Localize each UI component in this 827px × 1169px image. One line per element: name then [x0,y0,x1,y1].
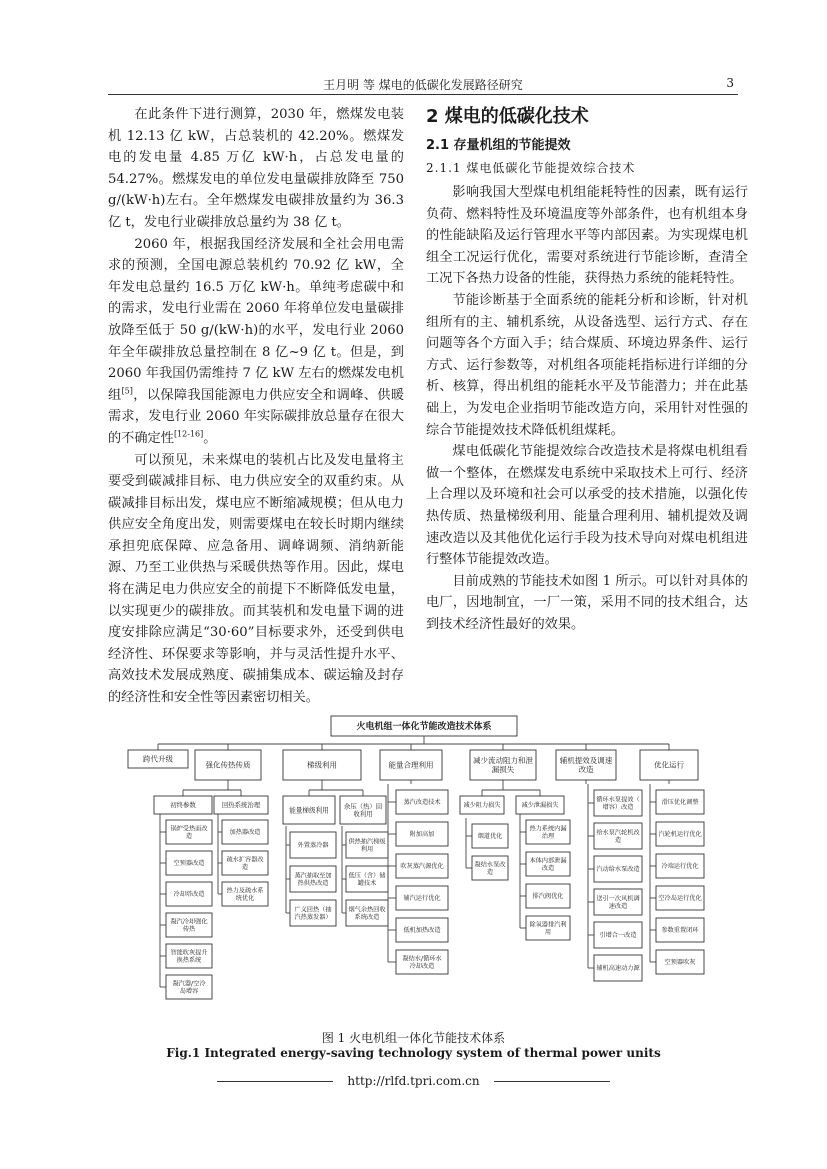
node-label: 减少流动阻力和泄 [473,756,533,766]
page-footer [0,1074,827,1088]
node-label: 余压（热）回 [343,802,383,811]
node-label: 换热系统 [176,957,202,965]
node-label: 回热系统治理 [221,801,261,810]
node-label: 改造 [541,865,555,873]
section-heading: 2 煤电的低碳化技术 [426,106,589,127]
node-label: 附加高加 [409,831,435,839]
node-label: 循环水泵提效（ [596,796,640,804]
node-label: 能量合理利用 [388,760,434,770]
node-label: 凝汽冷却强化 [170,918,208,926]
footer-rule-left [217,1081,333,1082]
left-paragraph-3: 可以预见，未来煤电的装机占比及发电量将主要受到碳减排目标、电力供应安全的双重约束。从碳减排目标出发，煤电应不断缩减规模；但从电力供应安全角度出发，则需要煤电在较长时期内继续承担兜底保障、应急备用、调峰调频、消纳新能源、乃至工业供热与采暖供热等作用。因此，煤电将在满足电力供应安全的前提下不断降低发电量，以实现更少的碳排放。而其装机和发电量下调的进度安排除应满足“30·60”目标要求外，还受到供电经济性、环保要求等影响，并与灵活性提升水平、高效技术发展成熟度、碳捕集成本、碳运输及封存的经济性和安全性等因素密切相关。 [108,452,404,706]
node-label: 冷却塔改造 [173,891,205,899]
node-label: 减少阻力损失 [463,802,501,810]
node-label: 空预器改造 [173,860,205,868]
tree-diagram [118,706,730,1022]
node-label: 冷端运行优化 [661,863,699,871]
node-label: 热力及疏水系 [226,887,264,895]
node-label: 空冷岛运行优化 [658,895,702,903]
node-label: 吹灰蒸汽源优化 [400,863,444,871]
node-label: 辅汽运行优化 [403,895,441,903]
node-label: 火电机组一体化节能改造技术体系 [356,722,492,733]
running-title: 王月明 等 煤电的低碳化发展路径研究 [323,78,523,92]
right-paragraph-4: 目前成熟的节能技术如图 1 所示。可以针对具体的电厂，因地制宜，一厂一策，采用不同的技术组合，达到技术经济性最好的效果。 [426,573,748,632]
node-label: 本体内部泄漏 [529,857,567,865]
right-paragraph-1: 影响我国大型煤电机组能耗特性的因素，既有运行负荷、燃料特性及环境温度等外部条件，也有机组本身的性能缺陷及运行管理水平等内部因素。为实现煤电机组全工况运行优化，需要对系统进行节能诊断，查清全工况下各热力设备的性能，获得热力系统的能耗特性。 [426,185,748,287]
node-label: 改造 [578,765,594,775]
subsubsection-heading: 2.1.1 煤电低碳化节能提效综合技术 [426,161,636,175]
node-label: 造 [185,833,193,841]
figure-caption-zh: 图 1 火电机组一体化节能技术体系 [321,1031,506,1045]
node-label: 速改造 [608,903,628,911]
node-label: 冷却改造 [409,963,435,971]
node-label: 传热 [182,926,196,934]
node-label: 辅机提效及调速 [559,756,613,766]
node-label: 罐技术 [357,880,377,888]
node-label: 汽轮机运行优化 [658,831,702,839]
node-label: 参数重置闭环 [661,927,699,935]
node-label: 送引一次风机调 [596,895,640,903]
node-label: 烟气余热回收 [348,906,386,914]
figure-technology-tree [118,706,730,1022]
node-label: 岛增容 [179,988,199,996]
node-label: 增容）改造 [602,804,634,812]
node-label: 加热器改造 [229,829,261,837]
node-label: 收利用 [353,810,373,819]
right-column [426,104,748,635]
node-label: 空预器吹灰 [664,959,696,967]
node-label: 滑压优化调整 [661,799,699,807]
node-label: 减少泄漏损失 [521,802,559,810]
left-paragraph-1: 在此条件下进行测算，2030 年，燃煤发电装机 12.13 亿 kW，占总装机的 42.20%。燃煤发电的发电量 4.85 万亿 kW·h，占总发电量的 54.27%。燃煤发电的单位发电量碳排放降至 750 g/(kW·h)左右。全年燃煤发电碳排放量约为 36.3 亿 t，发电行业碳排放总量约为 38 亿 t。 [108,107,404,230]
node-label: 优化运行 [654,760,684,770]
node-label: 梯级利用 [307,760,337,770]
right-paragraph-2: 节能诊断基于全面系统的能耗分析和诊断，针对机组所有的主、辅机系统，从设备选型、运行方式、存在问题等各个方面入手；结合煤质、环境边界条件、运行方式、运行参数等，对机组各项能耗指标进行详细的分析、核算，得出机组的能耗水平及节能潜力；并在此基础上，为发电企业指明节能改造方向，采用针对性强的综合节能提效技术降低机组煤耗。 [426,292,748,438]
left-paragraph-2: 2060 年，根据我国经济发展和全社会用电需求的预测，全国电源总装机约 70.92 亿 kW，全年发电总量约 16.5 万亿 kW·h。单纯考虑碳中和的需求，发电行业需在 2060 年将单位发电量碳排放降至低于 50 g/(kW·h)的水平，发电行业 2060 年全年碳排放总量控制在 8 亿~9 亿 t。但是，到 2060 年我国仍需维持 7 亿 kW 左右的燃煤发电机组[5]，以保障我国能源电力供应安全和调峰、供暖需求，发电行业 2060 年实际碳排放总量存在很大的不确定性[12-16]。 [108,236,405,446]
node-label: 造 [614,837,622,845]
page-number: 3 [726,76,734,90]
node-label: 低压（含）储 [348,872,386,880]
node-label: 造 [241,864,249,872]
right-paragraph-3: 煤电低碳化节能提效综合改造技术是将煤电机组看做一个整体，在燃煤发电系统中采取技术上可行、经济上合理以及环境和社会可以承受的技术措施，以强化传热传质、热量梯级利用、能量合理利用、辅机提效及调速改造以及其他优化运行手段为技术导向对煤电机组进行整体节能提效改造。 [426,444,748,568]
node-label: 汽动给水泵改造 [596,866,640,874]
node-label: 强化传热传质 [205,760,251,770]
node-label: 利用 [360,846,374,854]
node-label: 广义回热（抽 [294,906,332,914]
node-label: 智能吹灰提升 [170,949,208,957]
node-label: 漏损失 [491,765,515,775]
footer-rule-right [494,1081,610,1082]
node-label: 能量梯级利用 [289,806,329,815]
journal-url: http://rlfd.tpri.com.cn [347,1074,480,1088]
node-label: 烟道优化 [477,833,503,841]
node-label: 锅炉受热面改 [170,825,208,833]
node-label: 引增合一改造 [599,932,637,940]
node-label: 造 [486,869,494,877]
node-label: 蒸汽抽取至加 [294,872,332,880]
node-label: 外置蒸冷器 [297,842,329,850]
citation: [12-16] [173,429,204,439]
node-label: 蒸汽改造技术 [403,799,441,807]
left-column [108,104,404,709]
node-label: 除氧器排汽利 [529,921,567,929]
figure-caption-en: Fig.1 Integrated energy-saving technology system of thermal power units [166,1046,661,1060]
citation: [5] [121,386,133,396]
subsection-heading: 2.1 存量机组的节能提效 [426,138,571,153]
node-label: 统优化 [235,895,255,903]
node-label: 跨代升级 [143,754,173,764]
node-label: 低机加热改造 [403,927,441,935]
node-label: 排汽阀优化 [532,893,564,901]
node-label: 系统改造 [354,914,380,922]
node-label: 凝结水泵改 [474,861,506,869]
node-label: 用 [544,929,552,937]
node-label: 汽热蒸发器） [294,914,332,922]
node-label: 给水泵汽轮机改 [596,829,640,837]
node-label: 疏水扩容器改 [226,856,264,864]
running-header [108,76,738,95]
node-label: 供热抽汽梯级 [348,838,386,846]
node-label: 初终参数 [170,801,196,810]
node-label: 治理 [541,833,555,841]
node-label: 凝汽器/空冷 [172,980,206,988]
node-label: 热力系统内漏 [529,825,567,833]
node-label: 热供热改造 [297,880,329,888]
node-label: 辅机高速动力源 [596,965,640,973]
node-label: 凝结水/循环水 [402,955,442,963]
